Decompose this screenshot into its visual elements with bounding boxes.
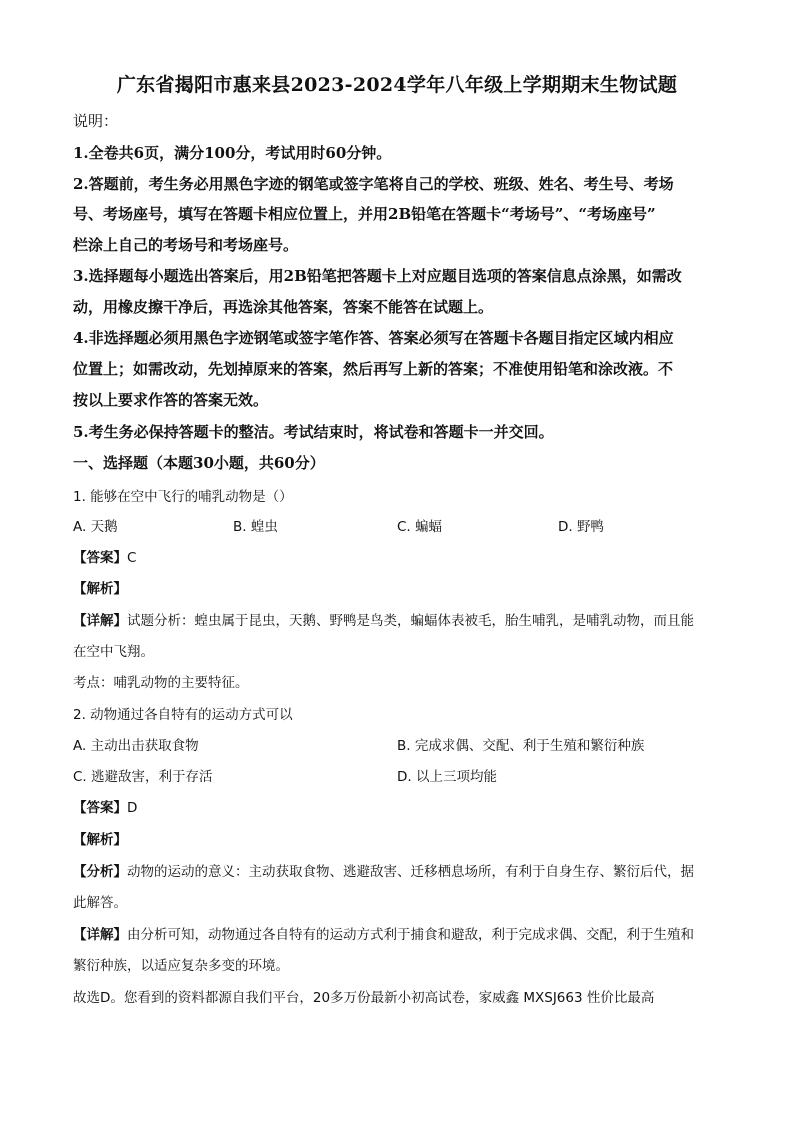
page-title: 广东省揭阳市惠来县2023-2024学年八年级上学期期末生物试题 — [116, 74, 678, 96]
instruction-2-line-2: 号、考场座号，填写在答题卡相应位置上，并用2B铅笔在答题卡“考场号”、“考场座号” — [73, 205, 656, 223]
instructions-heading: 说明： — [73, 112, 119, 130]
instruction-4-line-1: 4.非选择题必须用黑色字迹钢笔或签字笔作答、答案必须写在答题卡各题目指定区域内相应 — [73, 329, 674, 347]
answer-value: C — [127, 550, 137, 566]
detail-text: 由分析可知，动物通过各自特有的运动方式利于捕食和避敌，利于完成求偶、交配，利于生殖和 — [127, 927, 694, 943]
q1-option-d: D. 野鸭 — [558, 519, 604, 535]
detail-text: 试题分析：蝗虫属于昆虫，天鹅、野鸭是鸟类，蝙蝠体表被毛，胎生哺乳，是哺乳动物，而且能 — [127, 613, 694, 629]
q2-option-c: C. 逃避敌害，利于存活 — [73, 769, 213, 785]
q1-detail-line-2: 在空中飞翔。 — [73, 644, 154, 660]
q1-option-c: C. 蝙蝠 — [397, 519, 443, 535]
q1-stem: 1. 能够在空中飞行的哺乳动物是（） — [73, 489, 293, 505]
detail-tag: 【详解】 — [73, 927, 127, 943]
q2-detail-line-2: 繁衍种族，以适应复杂多变的环境。 — [73, 958, 289, 974]
instruction-1: 1.全卷共6页，满分100分，考试用时60分钟。 — [73, 144, 392, 162]
instruction-2-line-1: 2.答题前，考生务必用黑色字迹的钢笔或签字笔将自己的学校、班级、姓名、考生号、考场 — [73, 175, 674, 193]
q1-point: 考点：哺乳动物的主要特征。 — [73, 675, 249, 691]
instruction-3-line-2: 动，用橡皮擦干净后，再选涂其他答案，答案不能答在试题上。 — [73, 298, 494, 316]
q2-stem: 2. 动物通过各自特有的运动方式可以 — [73, 707, 293, 723]
section-heading: 一、选择题（本题30小题，共60分） — [73, 454, 325, 472]
analysis-tag: 【解析】 — [73, 832, 127, 848]
detail-tag: 【详解】 — [73, 613, 127, 629]
q2-fenxi-line-1 — [73, 860, 723, 880]
fenxi-tag: 【分析】 — [73, 864, 127, 880]
q2-option-a: A. 主动出击获取食物 — [73, 738, 199, 754]
q2-fenxi-line-2: 此解答。 — [73, 895, 127, 911]
q2-option-d: D. 以上三项均能 — [397, 769, 497, 785]
fenxi-text: 动物的运动的意义：主动获取食物、逃避敌害、迁移栖息场所，有利于自身生存、繁衍后代，据 — [127, 864, 694, 880]
q2-option-b: B. 完成求偶、交配、利于生殖和繁衍种族 — [397, 738, 645, 754]
instruction-5: 5.考生务必保持答题卡的整洁。考试结束时，将试卷和答题卡一并交回。 — [73, 423, 554, 441]
instruction-3-line-1: 3.选择题每小题选出答案后，用2B铅笔把答题卡上对应题目选项的答案信息点涂黑，如需改 — [73, 267, 682, 285]
q1-detail-line-1 — [73, 609, 723, 629]
q1-answer — [73, 546, 723, 566]
q1-analysis-tag — [73, 577, 723, 597]
q2-answer — [73, 796, 723, 816]
instruction-4-line-2: 位置上；如需改动，先划掉原来的答案，然后再写上新的答案；不准使用铅笔和涂改液。不 — [73, 360, 674, 378]
q2-conclusion: 故选D。您看到的资料都源自我们平台，20多万份最新小初高试卷，家威鑫 MXSJ663 性价比最高 — [73, 990, 655, 1006]
analysis-tag: 【解析】 — [73, 581, 127, 597]
answer-tag: 【答案】 — [73, 550, 127, 566]
q1-option-b: B. 蝗虫 — [233, 519, 278, 535]
answer-value: D — [127, 800, 138, 816]
instruction-4-line-3: 按以上要求作答的答案无效。 — [73, 391, 269, 409]
q1-option-a: A. 天鹅 — [73, 519, 118, 535]
instruction-2-line-3: 栏涂上自己的考场号和考场座号。 — [73, 236, 299, 254]
q2-analysis-tag — [73, 828, 723, 848]
answer-tag: 【答案】 — [73, 800, 127, 816]
q2-detail-line-1 — [73, 923, 723, 943]
